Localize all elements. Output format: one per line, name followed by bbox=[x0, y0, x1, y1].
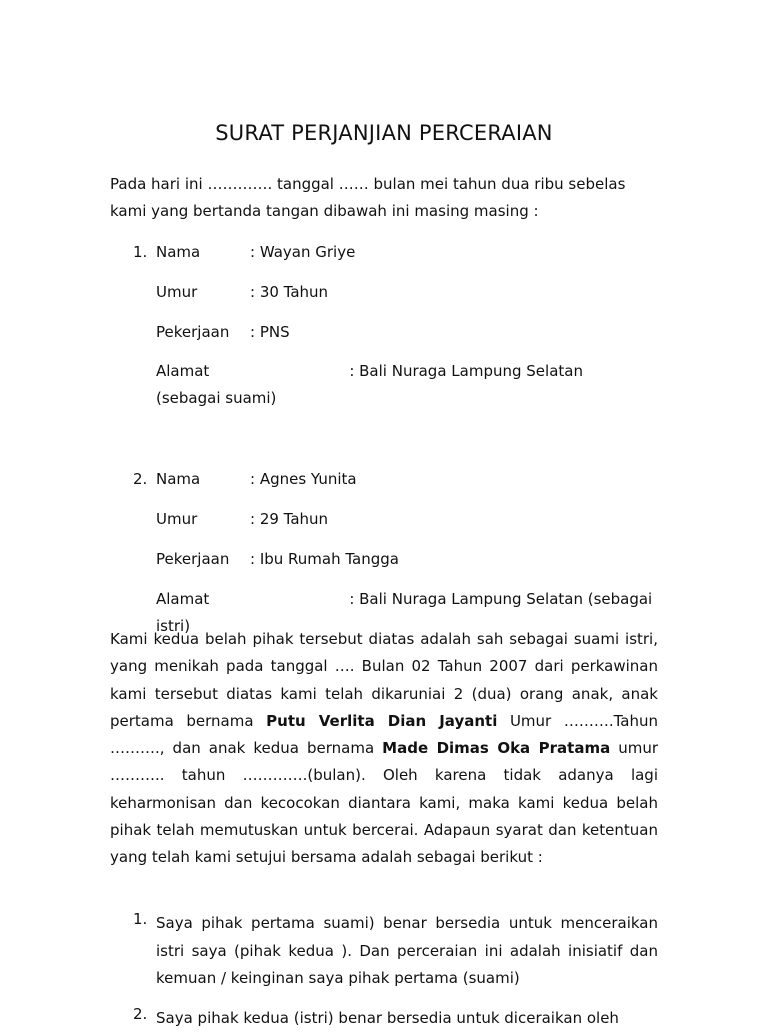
condition-2-text: Saya pihak kedua (istri) benar bersedia untuk diceraikan oleh bbox=[156, 1009, 619, 1027]
party2-number: 2. bbox=[133, 470, 148, 488]
condition-1-number: 1. bbox=[133, 910, 148, 928]
party2-nama-label: Nama bbox=[156, 470, 201, 488]
party2-umur-value: : 29 Tahun bbox=[250, 510, 329, 528]
party2-nama-value: : Agnes Yunita bbox=[250, 470, 357, 488]
party2-alamat-label: Alamat bbox=[156, 590, 210, 608]
party2-pekerjaan-value: : Ibu Rumah Tangga bbox=[250, 550, 399, 568]
child2-name: Made Dimas Oka Pratama bbox=[382, 739, 611, 758]
body-paragraph bbox=[110, 626, 658, 872]
party1-umur-value: : 30 Tahun bbox=[250, 283, 329, 301]
party1-pekerjaan-value: : PNS bbox=[250, 323, 290, 341]
party1-nama-label: Nama bbox=[156, 243, 201, 261]
body-text-part1: Kami kedua belah pihak tersebut diatas adalah sah sebagai suami istri, yang menikah pada tanggal …. Bulan 02 Tahun 2007 dari perkawinan kami tersebut diatas kami telah dikaruniai 2 (dua) orang anak, anak pertama bernama bbox=[110, 630, 658, 730]
party1-pekerjaan-label: Pekerjaan bbox=[156, 323, 230, 341]
condition-1-text: Saya pihak pertama suami) benar bersedia untuk menceraikan istri saya (pihak kedua ). Dan perceraian ini adalah inisiatif dan kemuan / keinginan saya pihak pertama (suami) bbox=[156, 914, 658, 987]
party1-nama-value: : Wayan Griye bbox=[250, 243, 356, 261]
party2-umur-label: Umur bbox=[156, 510, 198, 528]
party2-pekerjaan-label: Pekerjaan bbox=[156, 550, 230, 568]
party1-alamat-value: : Bali Nuraga Lampung Selatan (sebagai suami) bbox=[156, 362, 583, 407]
document-title: SURAT PERJANJIAN PERCERAIAN bbox=[215, 121, 553, 145]
party1-number: 1. bbox=[133, 243, 148, 261]
condition-2-number: 2. bbox=[133, 1005, 148, 1023]
intro-paragraph bbox=[110, 171, 658, 226]
party1-alamat bbox=[156, 358, 626, 412]
intro-line-2: kami yang bertanda tangan dibawah ini masing masing : bbox=[110, 202, 539, 221]
party2-alamat-value: : Bali Nuraga Lampung Selatan (sebagai istri) bbox=[156, 590, 653, 635]
body-text-part3: umur ……….. tahun ………….(bulan). Oleh karena tidak adanya lagi keharmonisan dan kecocokan diantara kami, maka kami kedua belah pihak telah memutuskan untuk bercerai. Adapaun syarat dan ketentuan yang telah kami setujui bersama adalah sebagai berikut : bbox=[110, 739, 659, 867]
child1-name: Putu Verlita Dian Jayanti bbox=[266, 711, 498, 730]
body-text-part2: Umur ……….Tahun ………., dan anak kedua bernama bbox=[110, 711, 658, 758]
intro-line-1: Pada hari ini …………. tanggal …… bulan mei tahun dua ribu sebelas bbox=[110, 175, 626, 193]
party1-umur-label: Umur bbox=[156, 283, 198, 301]
party1-alamat-label: Alamat bbox=[156, 362, 210, 380]
